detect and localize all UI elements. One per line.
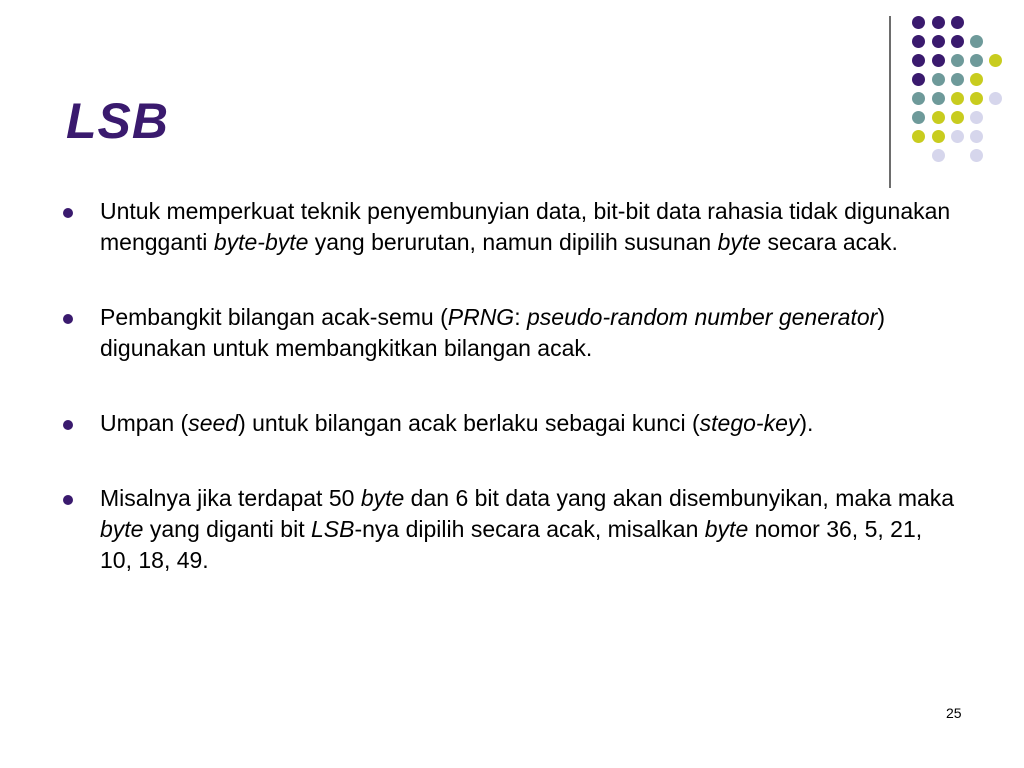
bullet-item xyxy=(60,483,960,576)
italic-term: byte-byte xyxy=(213,229,309,255)
decorative-dot xyxy=(989,54,1002,67)
italic-term: PRNG xyxy=(447,304,515,330)
decorative-dot xyxy=(932,16,945,29)
bullet-list xyxy=(60,196,960,620)
decorative-dot xyxy=(912,111,925,124)
bullet-text: yang berurutan, namun dipilih susunan xyxy=(308,229,718,255)
bullet-text: Untuk memperkuat teknik penyembunyian data, bit-bit data rahasia tidak digunakan mengganti xyxy=(100,198,951,255)
decorative-dot xyxy=(932,130,945,143)
bullet-text: ) untuk bilangan acak berlaku sebagai kunci ( xyxy=(238,410,700,436)
italic-term: stego-key xyxy=(699,410,800,436)
decorative-dot xyxy=(989,92,1002,105)
decorative-dot xyxy=(912,35,925,48)
decorative-dot xyxy=(912,73,925,86)
decorative-dot xyxy=(912,92,925,105)
decorative-dot xyxy=(970,111,983,124)
bullet-text: -nya dipilih secara acak, misalkan xyxy=(354,516,705,542)
decorative-dot xyxy=(912,16,925,29)
decorative-dot xyxy=(932,54,945,67)
bullet-text: Umpan ( xyxy=(100,410,189,436)
page-number: 25 xyxy=(946,705,962,721)
italic-term: byte xyxy=(704,516,749,542)
bullet-text: ) digunakan untuk membangkitkan bilangan acak. xyxy=(100,304,885,361)
italic-term: byte xyxy=(360,485,405,511)
decorative-dot xyxy=(932,92,945,105)
italic-term: byte xyxy=(100,516,144,542)
decorative-dot xyxy=(970,130,983,143)
bullet-text: yang diganti bit xyxy=(143,516,311,542)
slide-title: LSB xyxy=(66,93,169,149)
bullet-dot-icon xyxy=(63,495,73,505)
decorative-dot xyxy=(951,54,964,67)
decorative-dot xyxy=(951,73,964,86)
bullet-text: ). xyxy=(799,410,814,436)
bullet-dot-icon xyxy=(63,208,73,218)
bullet-dot-icon xyxy=(63,314,73,324)
decorative-dot xyxy=(970,54,983,67)
decorative-dot xyxy=(951,35,964,48)
decorative-dot xyxy=(970,35,983,48)
decorative-dot xyxy=(970,73,983,86)
italic-term: seed xyxy=(188,410,239,436)
decorative-dot xyxy=(932,111,945,124)
bullet-dot-icon xyxy=(63,420,73,430)
italic-term: LSB xyxy=(311,516,355,542)
decorative-dot xyxy=(951,92,964,105)
decorative-dot xyxy=(951,16,964,29)
bullet-text: : xyxy=(514,304,527,330)
decorative-dot xyxy=(912,130,925,143)
decorative-dot xyxy=(951,130,964,143)
bullet-text: nomor 36, 5, 21, 10, 18, 49. xyxy=(100,516,923,573)
decorative-dot-grid xyxy=(0,0,1024,200)
italic-term: pseudo-random number generator xyxy=(526,304,878,330)
bullet-item xyxy=(60,302,960,364)
bullet-item xyxy=(60,196,960,258)
decorative-dot xyxy=(932,35,945,48)
decorative-dot xyxy=(951,111,964,124)
bullet-item xyxy=(60,408,960,439)
bullet-text: secara acak. xyxy=(761,229,898,255)
decorative-dot xyxy=(932,149,945,162)
bullet-text: Pembangkit bilangan acak-semu ( xyxy=(100,304,448,330)
italic-term: byte xyxy=(717,229,762,255)
decorative-dot xyxy=(912,54,925,67)
decorative-dot xyxy=(970,149,983,162)
bullet-text: dan 6 bit data yang akan disembunyikan, maka maka xyxy=(404,485,955,511)
decorative-dot xyxy=(932,73,945,86)
decorative-dot xyxy=(970,92,983,105)
bullet-text: Misalnya jika terdapat 50 xyxy=(100,485,361,511)
